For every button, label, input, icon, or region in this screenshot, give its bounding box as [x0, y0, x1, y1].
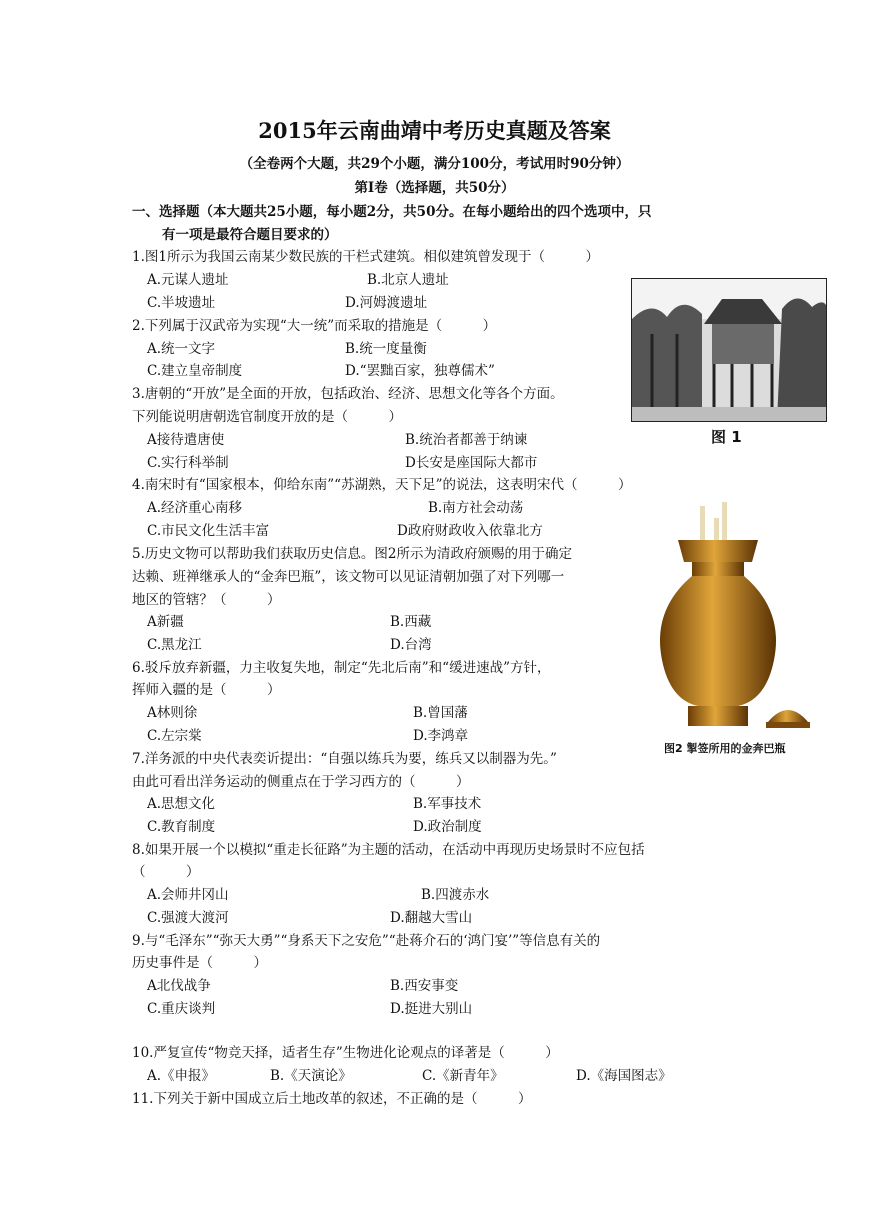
q8-option-a: A.会师井冈山	[147, 887, 229, 903]
question-2-stem: 2.下列属于汉武帝为实现“大一统”而采取的措施是（ ）	[132, 318, 497, 334]
question-8-stem-cont: （ ）	[132, 864, 200, 880]
figure-2-golden-urn-photo	[648, 500, 820, 740]
q4-option-d: D政府财政收入依靠北方	[397, 523, 543, 539]
q8-option-c: C.强渡大渡河	[147, 910, 229, 926]
q2-option-b: B.统一度量衡	[345, 341, 427, 357]
q1-option-b: B.北京人遗址	[367, 272, 449, 288]
section-heading-cont: 有一项是最符合题目要求的）	[162, 227, 338, 243]
q2-option-d: D.“罢黜百家，独尊儒术”	[345, 363, 495, 379]
question-6-stem-cont: 挥师入疆的是（ ）	[132, 682, 281, 698]
q4-option-a: A.经济重心南移	[147, 500, 243, 516]
question-11-stem: 11.下列关于新中国成立后土地改革的叙述，不正确的是（ ）	[132, 1091, 532, 1107]
q10-option-d: D.《海国图志》	[576, 1068, 672, 1084]
q7-option-c: C.教育制度	[147, 819, 216, 835]
q10-option-c: C.《新青年》	[422, 1068, 504, 1084]
question-9-stem: 9.与“毛泽东”“弥天大勇”“身系天下之安危”“赴蒋介石的‘鸿门宴’”等信息有关的	[132, 933, 601, 949]
question-5-stem-cont2: 地区的管辖？（ ）	[132, 592, 281, 608]
question-1-stem: 1.图1所示为我国云南某少数民族的干栏式建筑。相似建筑曾发现于（ ）	[132, 249, 599, 265]
q9-option-d: D.挺进大别山	[390, 1001, 473, 1017]
q2-option-a: A.统一文字	[147, 341, 216, 357]
q1-option-c: C.半坡遗址	[147, 295, 216, 311]
q3-option-a: A接待遣唐使	[147, 432, 225, 448]
question-7-stem-cont: 由此可看出洋务运动的侧重点在于学习西方的（ ）	[132, 774, 470, 790]
question-6-stem: 6.驳斥放弃新疆，力主收复失地，制定“先北后南”和“缓进速战”方针，	[132, 660, 551, 676]
q4-option-c: C.市民文化生活丰富	[147, 523, 270, 539]
figure-1-stilt-house-photo	[631, 278, 827, 422]
section-heading: 一、选择题（本大题共25小题，每小题2分，共50分。在每小题给出的四个选项中，只	[132, 204, 652, 220]
q5-option-a: A新疆	[147, 614, 184, 630]
question-9-stem-cont: 历史事件是（ ）	[132, 955, 267, 971]
q7-option-a: A.思想文化	[147, 796, 216, 812]
q9-option-c: C.重庆谈判	[147, 1001, 216, 1017]
q9-option-b: B.西安事变	[390, 978, 459, 994]
page-title: 2015年云南曲靖中考历史真题及答案	[258, 118, 611, 143]
question-3-stem-cont: 下列能说明唐朝选官制度开放的是（ ）	[132, 409, 402, 425]
q6-option-a: A林则徐	[147, 705, 198, 721]
question-10-stem: 10.严复宣传“物竞天择，适者生存”生物进化论观点的译著是（ ）	[132, 1045, 559, 1061]
q6-option-c: C.左宗棠	[147, 728, 202, 744]
question-8-stem: 8.如果开展一个以模拟“重走长征路”为主题的活动，在活动中再现历史场景时不应包括	[132, 842, 645, 858]
q1-option-a: A.元谋人遗址	[147, 272, 229, 288]
figure-2-caption: 图2 掣签所用的金奔巴瓶	[664, 742, 786, 755]
q5-option-c: C.黑龙江	[147, 637, 202, 653]
q9-option-a: A北伐战争	[147, 978, 211, 994]
q3-option-d: D长安是座国际大都市	[405, 455, 538, 471]
q5-option-d: D.台湾	[390, 637, 432, 653]
q4-option-b: B.南方社会动荡	[428, 500, 524, 516]
q1-option-d: D.河姆渡遗址	[345, 295, 428, 311]
q10-option-a: A.《申报》	[147, 1068, 216, 1084]
q2-option-c: C.建立皇帝制度	[147, 363, 243, 379]
q8-option-d: D.翻越大雪山	[390, 910, 473, 926]
q5-option-b: B.西藏	[390, 614, 432, 630]
q3-option-b: B.统治者都善于纳谏	[405, 432, 528, 448]
question-4-stem: 4.南宋时有“国家根本，仰给东南”“苏湖熟，天下足”的说法，这表明宋代（ ）	[132, 477, 632, 493]
part-heading: 第Ⅰ卷（选择题，共50分）	[354, 180, 515, 196]
q3-option-c: C.实行科举制	[147, 455, 229, 471]
q7-option-b: B.军事技术	[413, 796, 482, 812]
q8-option-b: B.四渡赤水	[421, 887, 490, 903]
question-5-stem-cont: 达赖、班禅继承人的“金奔巴瓶”，该文物可以见证清朝加强了对下列哪一	[132, 569, 565, 585]
q6-option-b: B.曾国藩	[413, 705, 468, 721]
q6-option-d: D.李鸿章	[413, 728, 469, 744]
question-3-stem: 3.唐朝的“开放”是全面的开放，包括政治、经济、思想文化等各个方面。	[132, 386, 564, 402]
exam-info: （全卷两个大题，共29个小题，满分100分，考试用时90分钟）	[239, 156, 630, 172]
question-5-stem: 5.历史文物可以帮助我们获取历史信息。图2所示为清政府颁赐的用于确定	[132, 546, 572, 562]
question-7-stem: 7.洋务派的中央代表奕䜣提出：“自强以练兵为要，练兵又以制器为先。”	[132, 751, 557, 767]
figure-1-caption: 图 1	[711, 428, 742, 446]
q10-option-b: B.《天演论》	[270, 1068, 352, 1084]
q7-option-d: D.政治制度	[413, 819, 482, 835]
